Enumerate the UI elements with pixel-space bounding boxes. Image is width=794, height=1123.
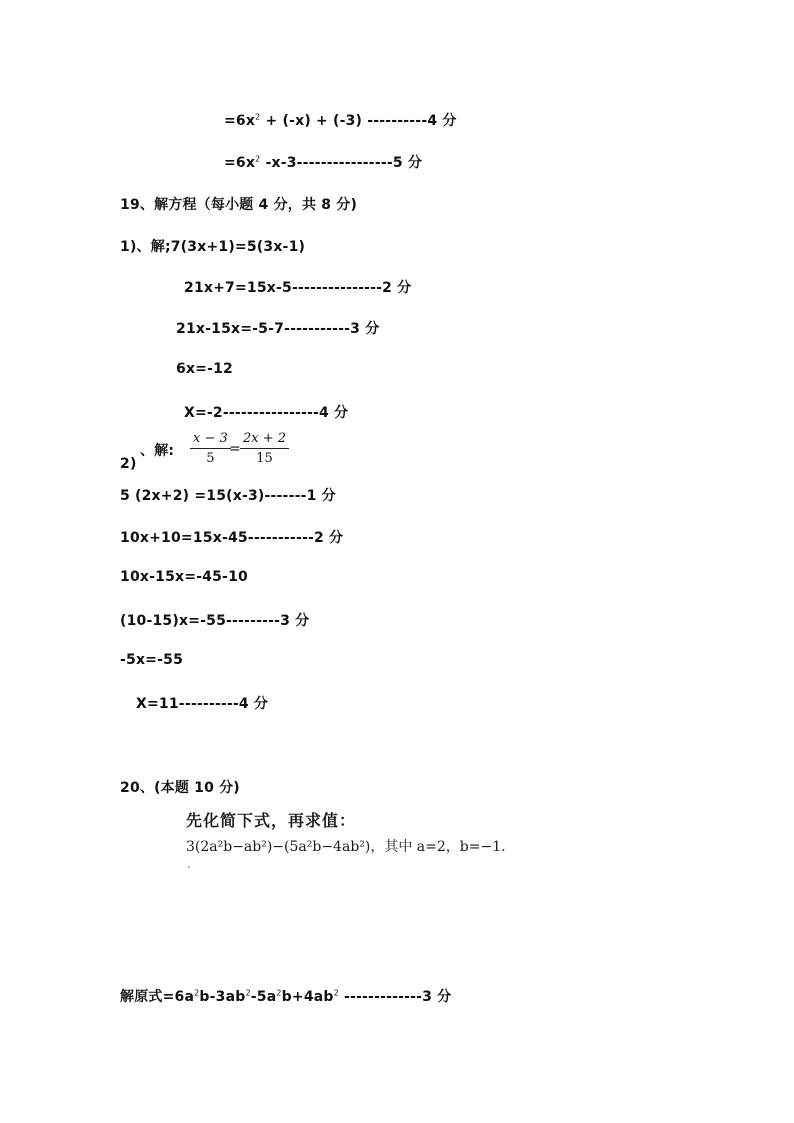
problem-2-step-5: -5x=-55 [120, 652, 184, 668]
problem-1-step-1: 21x+7=15x-5---------------2 分 [184, 280, 412, 296]
fraction-left-denominator: 5 [206, 451, 215, 466]
step-line-2-text: =6x [224, 155, 256, 171]
answer-term-3: b+4ab [281, 989, 334, 1005]
answer-prefix: 解原式=6a [120, 989, 195, 1005]
problem-2-step-1: 5 (2x+2) =15(x-3)-------1 分 [120, 488, 336, 504]
problem-2-step-2: 10x+10=15x-45-----------2 分 [120, 530, 344, 546]
answer-exp-1: 2 [194, 988, 200, 998]
step-line-2-exponent: 2 [255, 154, 261, 164]
problem-20-instruction: 先化简下式，再求值： [186, 811, 357, 830]
answer-exp-4: 2 [333, 988, 339, 998]
problem-1-step-2: 21x-15x=-5-7-----------3 分 [176, 321, 380, 337]
question-19-title: 19、解方程（每小题 4 分，共 8 分) [120, 197, 358, 213]
problem-1-step-4: X=-2----------------4 分 [184, 405, 349, 421]
problem-1-step-3: 6x=-12 [176, 361, 233, 377]
answer-line [120, 986, 451, 1006]
question-20-title: 20、(本题 10 分) [120, 780, 240, 796]
step-line-2 [224, 152, 422, 172]
step-line-1-exponent: 2 [255, 112, 261, 122]
fraction-right [240, 431, 289, 466]
step-line-1-rest: + (-x) + (-3) ----------4 分 [265, 113, 457, 129]
answer-term-2: -5a [250, 989, 277, 1005]
answer-term-1: b-3ab [199, 989, 246, 1005]
problem-20-expression: 3(2a²b−ab²)−(5a²b−4ab²)，其中 a=2，b=−1. [186, 839, 506, 855]
step-line-1-text: =6x [224, 113, 256, 129]
answer-exp-2: 2 [245, 988, 251, 998]
problem-2-step-3: 10x-15x=-45-10 [120, 569, 248, 585]
scan-speck [188, 866, 190, 868]
fraction-equals: = [229, 441, 241, 457]
fraction-right-numerator: 2x + 2 [243, 431, 287, 446]
answer-score: -------------3 分 [344, 989, 452, 1005]
problem-2-step-4: (10-15)x=-55---------3 分 [120, 613, 310, 629]
answer-exp-3: 2 [276, 988, 282, 998]
problem-1-head: 1)、解;7(3x+1)=5(3x-1) [120, 239, 306, 255]
fraction-right-denominator: 15 [256, 451, 273, 466]
problem-2-label: 2) [120, 456, 137, 472]
fraction-left [190, 431, 231, 466]
fraction-left-numerator: x − 3 [193, 431, 228, 446]
problem-2-step-6: X=11----------4 分 [136, 696, 269, 712]
step-line-1 [224, 110, 457, 130]
problem-2-prefix: 、解: [140, 443, 175, 459]
step-line-2-rest: -x-3----------------5 分 [265, 155, 423, 171]
